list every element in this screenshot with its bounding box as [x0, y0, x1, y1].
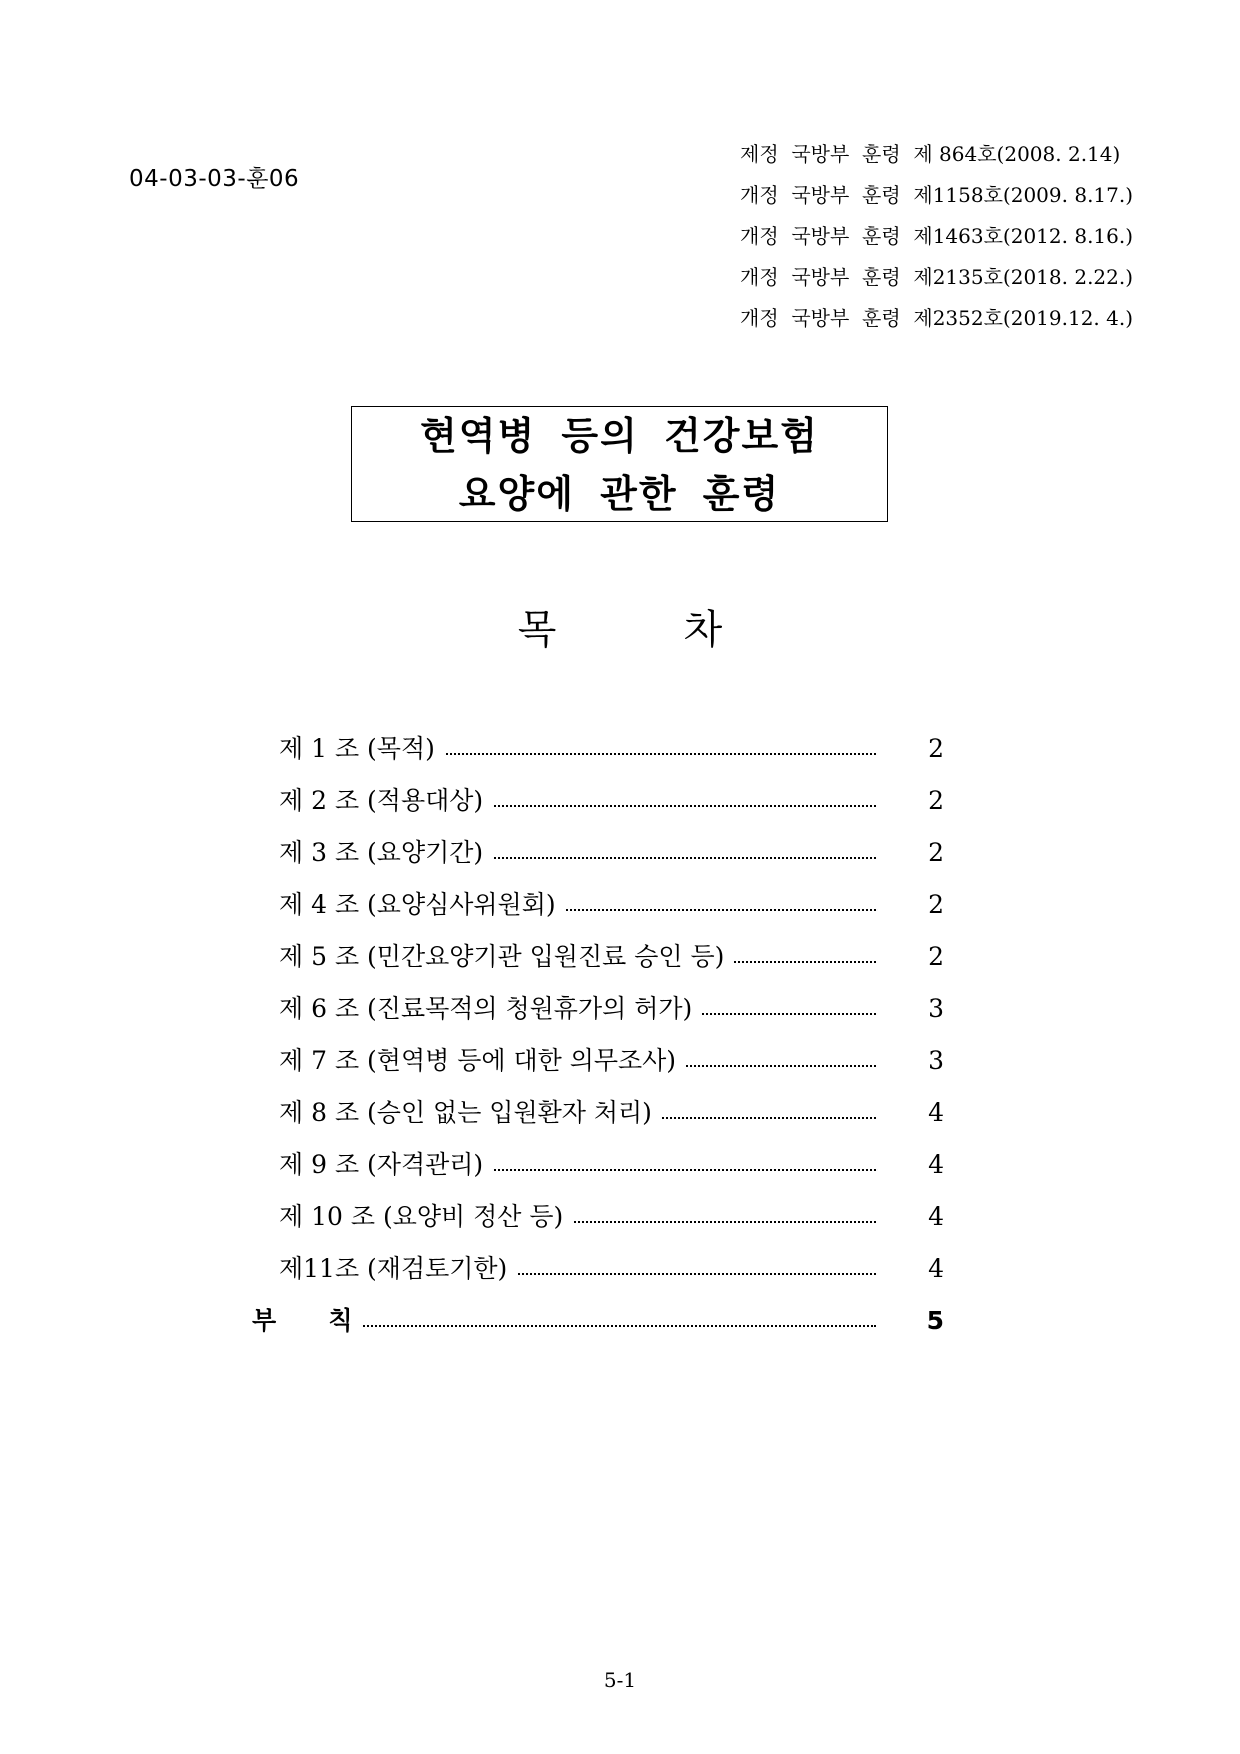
toc-item-page: 4 — [928, 1098, 944, 1127]
toc-item-page: 2 — [928, 734, 944, 763]
document-title — [351, 406, 888, 522]
toc-item-label: 제 7 조 (현역병 등에 대한 의무조사) — [279, 1035, 686, 1087]
toc-item-label: 제 6 조 (진료목적의 청원휴가의 허가) — [279, 983, 702, 1035]
toc-item[interactable] — [0, 775, 1240, 827]
toc-item-label: 제 5 조 (민간요양기관 입원진료 승인 등) — [279, 931, 734, 983]
revision-entry: 개정 국방부 훈령 제2135호(2018. 2.22.) — [740, 265, 1134, 289]
toc-item[interactable] — [0, 1087, 1240, 1139]
toc-item-label: 제 9 조 (자격관리) — [279, 1139, 493, 1191]
toc-item[interactable] — [0, 879, 1240, 931]
toc-item-page: 2 — [928, 942, 944, 971]
toc-item-page: 4 — [928, 1150, 944, 1179]
toc-item-label: 제 8 조 (승인 없는 입원환자 처리) — [279, 1087, 662, 1139]
toc-item-page: 2 — [928, 890, 944, 919]
toc-item[interactable] — [0, 1191, 1240, 1243]
toc-item-label: 제 1 조 (목적) — [279, 723, 445, 775]
toc-item-page: 3 — [928, 1046, 944, 1075]
toc-item-page: 2 — [928, 838, 944, 867]
toc-item-label: 제 3 조 (요양기간) — [279, 827, 493, 879]
title-line: 현역병 등의 건강보험 — [420, 414, 819, 458]
toc-item[interactable] — [0, 1243, 1240, 1295]
revision-entry: 제정 국방부 훈령 제 864호(2008. 2.14) — [740, 142, 1121, 166]
revision-entry: 개정 국방부 훈령 제2352호(2019.12. 4.) — [740, 306, 1134, 330]
toc-item[interactable] — [0, 931, 1240, 983]
table-of-contents — [0, 723, 1240, 1347]
toc-item-label: 제 2 조 (적용대상) — [279, 775, 493, 827]
toc-item-label: 제 10 조 (요양비 정산 등) — [279, 1191, 573, 1243]
toc-item-label: 제 4 조 (요양심사위원회) — [279, 879, 566, 931]
toc-item-page: 2 — [928, 786, 944, 815]
toc-heading: 목 차 — [517, 607, 723, 653]
toc-item-appendix[interactable] — [0, 1295, 1240, 1347]
revision-entry: 개정 국방부 훈령 제1463호(2012. 8.16.) — [740, 224, 1134, 248]
toc-item[interactable] — [0, 1035, 1240, 1087]
toc-item-label: 부 칙 — [252, 1295, 363, 1347]
toc-item[interactable] — [0, 983, 1240, 1035]
page-number: 5-1 — [603, 1668, 637, 1692]
toc-item-page: 4 — [928, 1202, 944, 1231]
document-code: 04-03-03-훈06 — [129, 166, 300, 192]
revision-history — [740, 134, 1133, 339]
toc-item[interactable] — [0, 1139, 1240, 1191]
revision-entry: 개정 국방부 훈령 제1158호(2009. 8.17.) — [740, 183, 1134, 207]
title-line: 요양에 관한 훈령 — [458, 472, 781, 516]
toc-item[interactable] — [0, 827, 1240, 879]
toc-item[interactable] — [0, 723, 1240, 775]
toc-item-label: 제11조 (재검토기한) — [279, 1243, 517, 1295]
toc-item-page: 5 — [926, 1306, 944, 1335]
toc-item-page: 3 — [928, 994, 944, 1023]
toc-item-page: 4 — [928, 1254, 944, 1283]
